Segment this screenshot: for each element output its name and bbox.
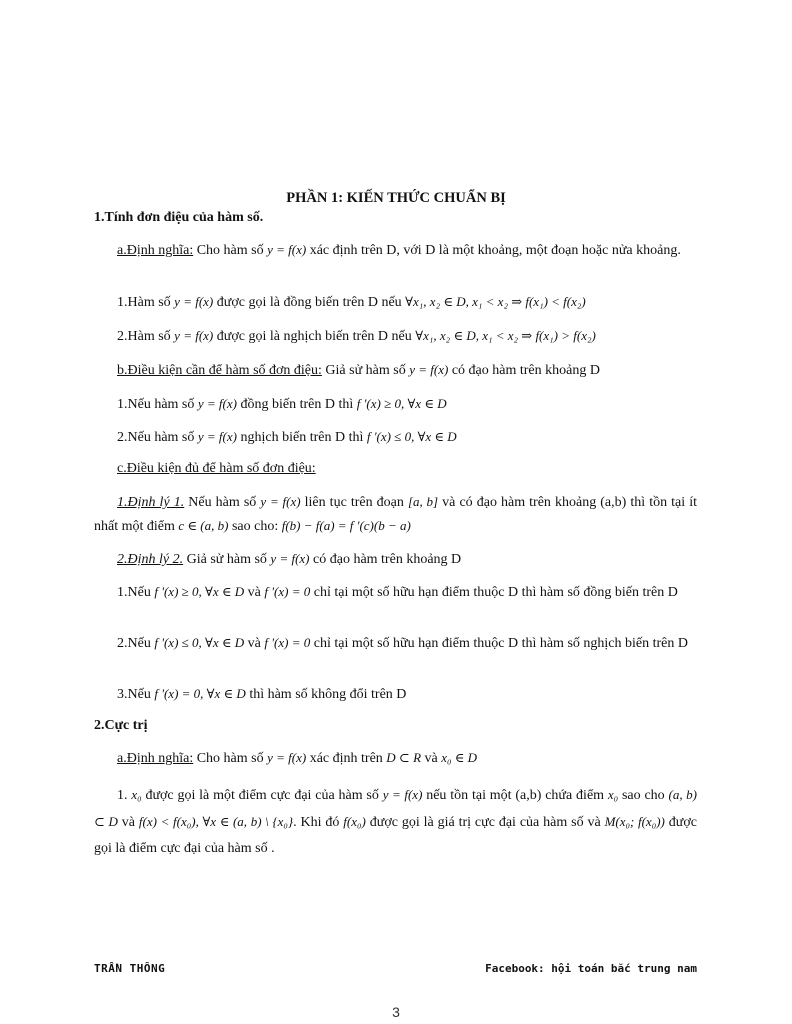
extrema-definition-label: a.Định nghĩa:	[117, 751, 194, 766]
math: y = f(x)	[197, 429, 237, 444]
text: và	[244, 636, 265, 651]
text: Nếu hàm số	[184, 495, 261, 510]
necessary-condition-2	[117, 425, 697, 449]
text: có đạo hàm trên khoảng D	[448, 363, 600, 378]
text: được gọi là giá trị cực đại của hàm số và	[365, 815, 605, 830]
text: nghịch biến trên D thì	[236, 430, 367, 445]
math: x₀	[131, 787, 142, 802]
text: chỉ tại một số hữu hạn điểm thuộc D thì hàm số đồng biến trên D	[310, 585, 678, 600]
math: ∀x₁, x₂ ∈ D, x₁ < x₂ ⇒ f(x₁) < f(x₂)	[405, 294, 586, 309]
math: y = f(x)	[270, 551, 310, 566]
page-number: 3	[392, 1004, 400, 1020]
text: 2.Nếu hàm số	[117, 430, 198, 445]
extrema-definition-paragraph	[117, 746, 697, 770]
text: 1.	[117, 788, 132, 803]
math: [a, b]	[407, 494, 439, 509]
theorem-2-paragraph	[94, 547, 697, 571]
text: chỉ tại một số hữu hạn điểm thuộc D thì hàm số nghịch biến trên D	[310, 636, 688, 651]
text: xác định trên	[306, 751, 387, 766]
theorem-1-paragraph	[94, 490, 697, 538]
math: f '(x) ≥ 0, ∀x ∈ D	[356, 396, 447, 411]
theorem-1-label: 1.Định lý 1.	[117, 495, 185, 510]
text: đồng biến trên D thì	[236, 397, 357, 412]
math: (a, b) ⊂ D	[94, 787, 697, 829]
text: 2.Hàm số	[117, 329, 175, 344]
math: M(x₀; f(x₀))	[604, 814, 665, 829]
math: y = f(x)	[267, 242, 307, 257]
definition-paragraph	[117, 238, 697, 262]
text: Cho hàm số	[193, 751, 268, 766]
sufficient-condition-label-line	[117, 457, 697, 480]
math: f(b) − f(a) = f '(c)(b − a)	[281, 518, 411, 533]
text: được gọi là điểm cực đại của hàm số .	[94, 815, 697, 856]
text: Giả sử hàm số	[183, 552, 271, 567]
text: Giả sử hàm số	[321, 363, 410, 378]
page-title: PHẦN 1: KIẾN THỨC CHUẨN BỊ	[286, 190, 506, 206]
math: x₀ ∈ D	[441, 750, 478, 765]
math: f '(x) = 0	[264, 584, 311, 599]
math: x₀	[607, 787, 619, 802]
theorem-2-label: 2.Định lý 2.	[117, 552, 184, 567]
text: và có đạo hàm trên khoảng (a,b) thì tồn tại ít nhất một điểm	[94, 495, 697, 534]
math: y = f(x)	[409, 362, 449, 377]
theorem-2-case-1	[94, 580, 697, 604]
necessary-condition-paragraph	[117, 358, 697, 382]
text: 3.Nếu	[117, 687, 155, 702]
math: f '(x) ≥ 0, ∀x ∈ D	[154, 584, 245, 599]
text: xác định trên D, với D là một khoảng, một đoạn hoặc nửa khoảng.	[306, 243, 681, 258]
text: . Khi đó	[293, 815, 344, 830]
math: ∀x₁, x₂ ∈ D, x₁ < x₂ ⇒ f(x₁) > f(x₂)	[415, 328, 596, 343]
footer-author: TRẦN THÔNG	[94, 962, 166, 975]
text: được gọi là nghịch biến trên D nếu	[213, 329, 416, 344]
math: f(x) < f(x₀), ∀x ∈ (a, b) \ {x₀}	[138, 814, 294, 829]
text: và	[117, 815, 139, 830]
text: được gọi là đồng biến trên D nếu	[213, 295, 406, 310]
math: y = f(x)	[267, 750, 307, 765]
text: 2.Nếu	[117, 636, 155, 651]
text: Cho hàm số	[193, 243, 268, 258]
math: y = f(x)	[174, 328, 214, 343]
math: f '(x) = 0, ∀x ∈ D	[154, 686, 246, 701]
math: y = f(x)	[382, 787, 423, 802]
text: và	[244, 585, 265, 600]
math: y = f(x)	[174, 294, 214, 309]
text: có đạo hàm trên khoảng D	[309, 552, 462, 567]
math: y = f(x)	[197, 396, 237, 411]
text: được gọi là một điểm cực đại của hàm số	[141, 788, 383, 803]
math: f '(x) ≤ 0, ∀x ∈ D	[366, 429, 457, 444]
text: sao cho:	[228, 519, 282, 534]
text: nếu tồn tại một (a,b) chứa điểm	[422, 788, 608, 803]
theorem-2-case-3	[94, 682, 697, 706]
necessary-condition-label: b.Điều kiện cần để hàm số đơn điệu:	[117, 363, 322, 378]
definition-label: a.Định nghĩa:	[117, 243, 194, 258]
theorem-2-case-2	[94, 631, 697, 655]
sufficient-condition-label: c.Điều kiện đủ để hàm số đơn điệu:	[117, 461, 316, 476]
math: y = f(x)	[260, 494, 301, 509]
math: f '(x) ≤ 0, ∀x ∈ D	[154, 635, 245, 650]
text: sao cho	[618, 788, 669, 803]
footer-facebook: Facebook: hội toán bắc trung nam	[485, 962, 697, 975]
math: f '(x) = 0	[264, 635, 311, 650]
necessary-condition-1	[117, 392, 697, 416]
text: thì hàm số không đổi trên D	[245, 687, 407, 702]
text: 1.Hàm số	[117, 295, 175, 310]
math: c ∈ (a, b)	[178, 518, 229, 533]
local-maximum-definition	[94, 782, 697, 862]
section-heading-monotonicity: 1.Tính đơn điệu của hàm số.	[94, 210, 264, 225]
text: liên tục trên đoạn	[300, 495, 408, 510]
text: 1.Nếu	[117, 585, 155, 600]
increasing-definition	[117, 290, 697, 314]
math: f(x₀)	[343, 814, 366, 829]
text: 1.Nếu hàm số	[117, 397, 198, 412]
text: và	[421, 751, 442, 766]
math: D ⊂ R	[386, 750, 422, 765]
section-heading-extrema: 2.Cực trị	[94, 718, 148, 733]
decreasing-definition	[117, 324, 697, 348]
